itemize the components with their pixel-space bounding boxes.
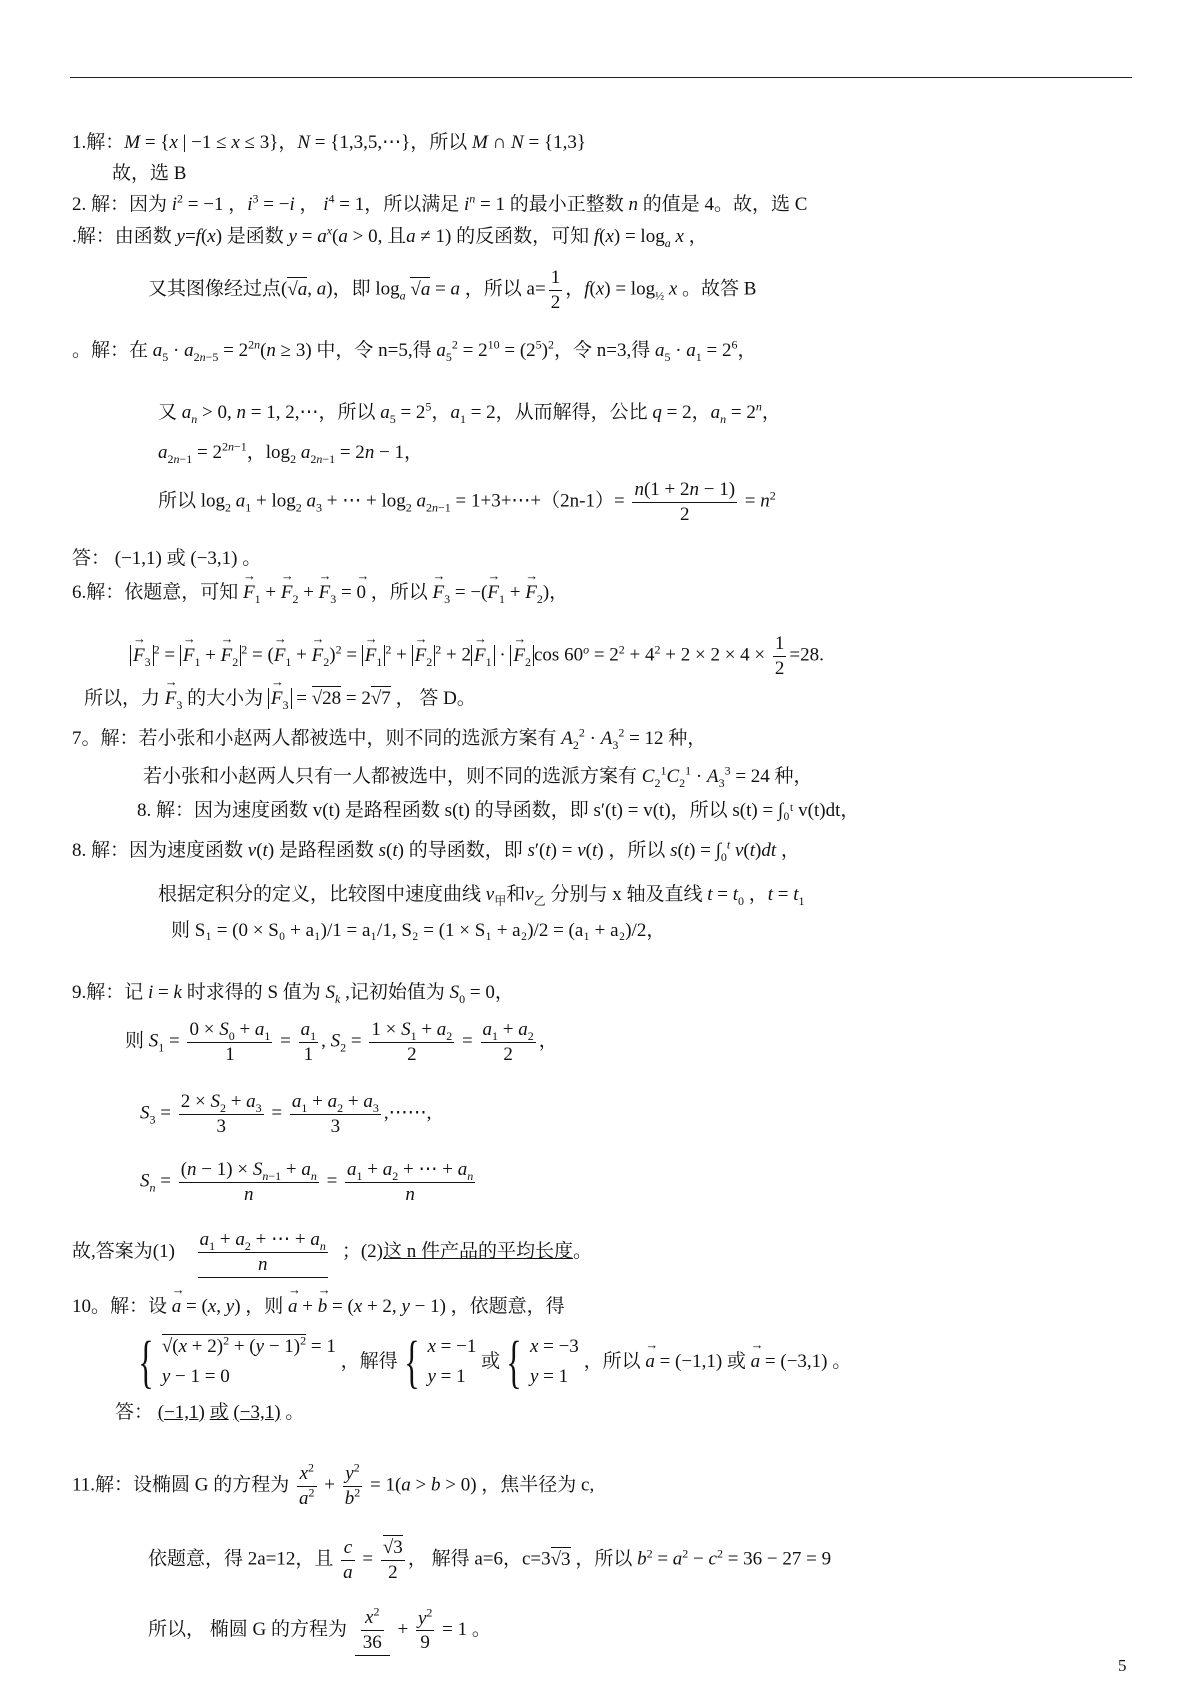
solution-4-line-3: $a_{2n-1} = 2^{2n-1}$，$\log_2 a_{2n-1} = 2n - 1$， [158,439,424,466]
solution-11-line-1: 11.解：设椭圆 G 的方程为 $\frac{x^2}{a^2}$ + $\frac{y^2}{b^2}$ = 1(a > b > 0) ，焦半径为 c, [72,1460,595,1509]
solution-10-line-2: { $√(x + 2)^2 + (y - 1)^2 = 1$ y − 1 = 0 ，解得 { x = −1 y = 1 或 { x = −3 y = 1 ，所以 → a = (−1,1) 或 → a = (−3,1) 。 [132,1332,851,1393]
solution-6-line-2: → $F_3^2$ = → $F_1$ + → $F_2^2$ = (→ $F_1$ + → $F_2)^2$ = → $F_1^2$ + → $F_2^2 + 2\to F_1$ · → $F_2$ $\cos 60^o = 2^2 + 4^2 + 2 \times 2 \times 4$ × $\frac{1}{2}$ =28. [130,632,824,681]
solution-9-line-3: $S_3$ = $\frac{2 \times S_2 + a_3}{3}$ = $\frac{a_1 + a_2 + a_3}{3}$ ,⋯⋯, [140,1091,432,1137]
solution-8-line-3: 则 S₁ = (0 × S₀ + a₁)/1 = a₁/1, S₂ = (1 × S₁ + a₂)/2 = (a₁ + a₂)/2， [171,920,666,941]
solution-10-answer: 答： (−1,1) 或 (−3,1) 。 [115,1402,305,1423]
solution-3-line-2: 又其图像经过点(√a, a)，即 $\log_a √a = a$ ，所以 a= $\frac{1}{2}$ ，$f(x) = \log_{\frac{1}{2}} x$ 。故答 B [148,267,757,313]
solution-1-line-2: 故，选 B [112,163,187,184]
header-rule [70,77,1132,78]
solution-5: 答： (−1,1) 或 (−3,1) 。 [72,548,262,569]
solution-9-line-2: 则 $S_1$ = $\frac{0 \times S_0 + a_1}{1}$ = $\frac{a_1}{1}$ , $S_2$ = $\frac{1 \times S_1 + a_2}{2}$ = $\frac{a_1 + a_2}{2}$ ， [125,1019,558,1065]
solution-7-line-2: 若小张和小赵两人只有一人都被选中，则不同的选派方案有 $C_2^1C_2^1 \cdot A_3^3 = 24$ 种， [143,763,813,790]
solution-8-line-2: 根据定积分的定义，比较图中速度曲线 $v_甲$和$v_乙$ 分别与 x 轴及直线 $t = t_0$ ，$t = t_1$ [158,884,805,908]
solution-3-line-1: .解：由函数 y=f(x) 是函数 $y = a^x(a > 0$, 且a ≠ 1) 的反函数，可知 $f(x) = \log_a x$ ， [72,223,708,250]
solution-9-line-4: $S_n$ = $\frac{(n - 1) \times S_{n-1} + a_n}{n}$ = $\frac{a_1 + a_2 + \cdots + a_n}{n}$ [140,1159,474,1205]
solution-11-line-2: 依题意，得 2a=12，且 $\frac{c}{a}$ = $\frac{√3}{2}$ ， 解得 a=6，c=3√3 ，所以 $b^2 = a^2 - c^2 = 36 - 27 = 9$ [148,1537,832,1583]
solution-4-line-4: 所以 $\log_2 a_1 + \log_2 a_3$ + ⋯ + $\log_2 a_{2n-1}$ = 1+3+⋯+（2n-1）= $\frac{n(1 + 2n - 1)}{2}$ = $n^2$ [158,479,776,525]
solution-6-line-1: 6.解：依题意，可知 → $F_1$ + → $F_2$ + → $F_3$ = → 0 ，所以 → $F_3$ = −(→ $F_1$ + → $F_2$)， [72,582,568,605]
solution-6-line-3: 所以，力 → $F_3$ 的大小为 → $F_3 = √28 = 2√7$ ， 答 D。 [84,688,476,711]
fraction-half: $\frac{1}{2}$ [774,633,785,679]
solution-4-line-2: 又 $a_n > 0$, n = 1, 2,⋯，所以 $a_5 = 2^5$，$a_1 = 2$，从而解得，公比 q = 2，$a_n = 2^n$， [158,399,781,426]
solution-9-line-1: 9.解：记 i = k 时求得的 S 值为 $S_k$ ,记初始值为 $S_0 = 0$， [72,982,514,1006]
solution-7-line-3: 8. 解：因为速度函数 v(t) 是路程函数 s(t) 的导函数，即 s′(t) = v(t)，所以 s(t) = ∫₀ᵗ v(t)dt， [137,800,860,821]
solution-8-line-1: 8. 解：因为速度函数 v(t) 是路程函数 s(t) 的导函数，即 s′(t) = v(t) ，所以 $s(t) = \int_0^t$ v(t)dt ， [72,837,800,864]
solution-1-line-1: 1.解：M = {x | −1 ≤ x ≤ 3}，N = {1,3,5,⋯}，所以 M ∩ N = {1,3} [72,132,586,153]
answer-average-fraction: $\frac{a_1 + a_2 + \cdots + a_n}{n}$ [198,1228,328,1278]
fraction-one-half: $\frac{1}{2}$ [550,267,561,313]
fraction-sum: $\frac{n(1 + 2n - 1)}{2}$ [634,479,736,525]
solution-7-line-1: 7。解：若小张和小赵两人都被选中，则不同的选派方案有 $A_2^2 \cdot A_3^2 = 12$ 种， [72,725,707,752]
solution-9-answer: 故,答案为(1) $\frac{a_1 + a_2 + \cdots + a_n}{n}$ ；(2)这 n 件产品的平均长度。 [72,1228,592,1278]
ellipse-x-term: $\frac{x^2}{36}$ [355,1606,390,1656]
solution-11-line-3: 所以， 椭圆 G 的方程为 $\frac{x^2}{36}$ + $\frac{y^2}{9}$ = 1 。 [148,1606,491,1656]
solution-10-line-1: 10。解：设 → a = (x, y) ，则 → a + → b = (x + 2, y − 1) ，依题意，得 [72,1296,565,1319]
page-number: 5 [1118,1656,1127,1675]
solution-4-line-1: 。解：在 $a_5 \cdot a_{2n-5} = 2^{2n}(n \ge 3)$ 中，令 n=5,得 $a_5^2 = 2^{10} = (2^5)^2$，令 n=3,得 $a_5 \cdot a_1 = 2^6$， [72,337,757,364]
solution-label: 1.解： [72,132,125,153]
solution-2: 2. 解：因为 $i^2 = -1$ ，$i^3 = -i$ ， $i^4 = 1$，所以满足 $i^n = 1$ 的最小正整数 n 的值是 4。故，选 C [72,191,808,215]
